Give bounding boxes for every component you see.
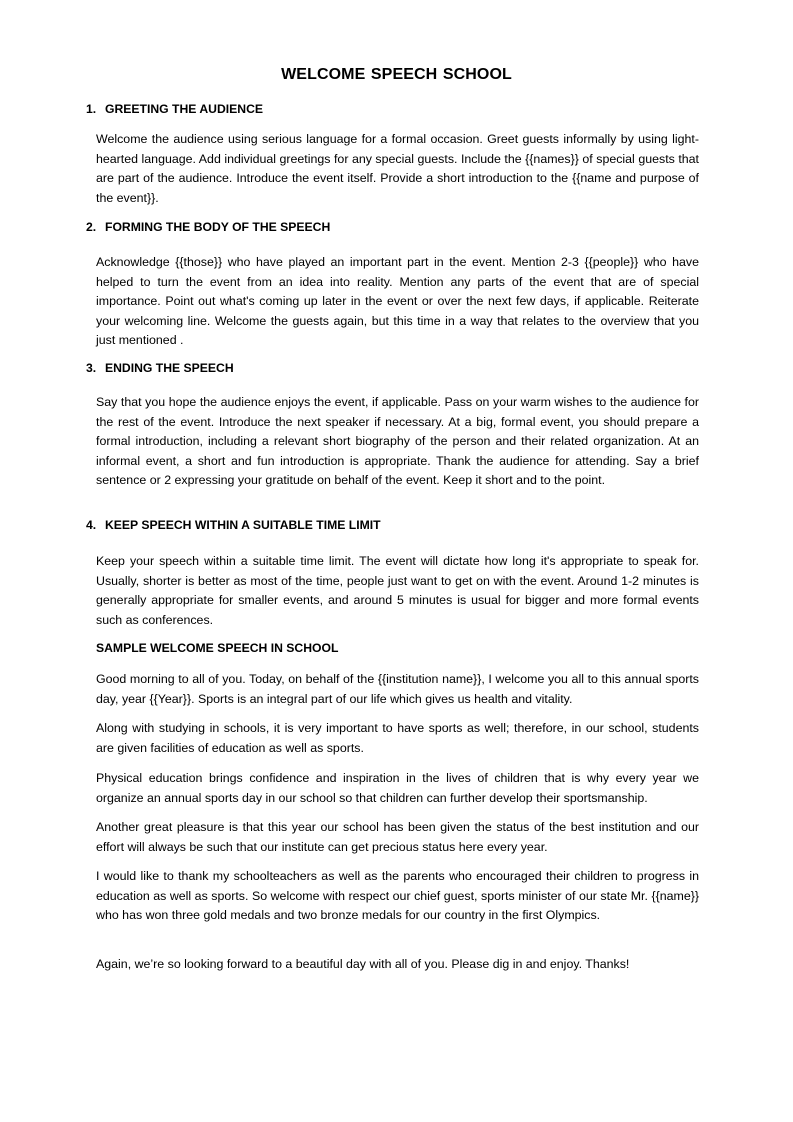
page-title: WELCOME SPEECH SCHOOL — [281, 66, 512, 83]
section-heading-time-limit — [86, 518, 381, 532]
section-title: GREETING THE AUDIENCE — [105, 102, 263, 116]
section-number: 4. — [86, 518, 97, 532]
sample-paragraph: Another great pleasure is that this year our school has been given the status of the best institution and our effort will always be such that our institute can get precious status here every year. — [96, 820, 699, 854]
section-number: 2. — [86, 220, 97, 234]
section-heading-body — [86, 220, 330, 234]
section-heading-greeting — [86, 102, 263, 116]
section-title: KEEP SPEECH WITHIN A SUITABLE TIME LIMIT — [105, 518, 381, 532]
section-body-greeting: Welcome the audience using serious language for a formal occasion. Greet guests informally by using light-hearted language. Add individual greetings for any special guests. Include the {{names}} of special guests that are part of the audience. Introduce the event itself. Provide a short introduction to the {{name and purpose of the event}}. — [96, 132, 699, 205]
section-number: 3. — [86, 361, 97, 375]
section-heading-ending — [86, 361, 234, 375]
section-title: ENDING THE SPEECH — [105, 361, 234, 375]
sample-paragraph: Again, we’re so looking forward to a beautiful day with all of you. Please dig in and enjoy. Thanks! — [96, 957, 630, 971]
sample-paragraph: Along with studying in schools, it is very important to have sports as well; therefore, in our school, students are given facilities of education as well as sports. — [96, 721, 699, 755]
sample-paragraph: Good morning to all of you. Today, on behalf of the {{institution name}}, I welcome you all to this annual sports day, year {{Year}}. Sports is an integral part of our life which gives us health and vitality. — [96, 672, 699, 706]
section-number: 1. — [86, 102, 97, 116]
section-body-ending: Say that you hope the audience enjoys the event, if applicable. Pass on your warm wishes to the audience for the rest of the event. Introduce the next speaker if necessary. At a big, formal event, you should prepare a formal introduction, including a relevant short biography of the person and their related organization. At an informal event, a short and fun introduction is appropriate. Thank the audience for attending. Say a brief sentence or 2 expressing your gratitude on behalf of the event. Keep it short and to the point. — [96, 395, 699, 487]
section-title: FORMING THE BODY OF THE SPEECH — [105, 220, 331, 234]
sample-paragraph: I would like to thank my schoolteachers as well as the parents who encouraged their children to progress in education as well as sports. So welcome with respect our chief guest, sports minister of our state Mr. {{name}} who has won three gold medals and two bronze medals for our country in the first Olympics. — [96, 869, 699, 922]
section-body-body: Acknowledge {{those}} who have played an important part in the event. Mention 2-3 {{people}} who have helped to turn the event from an idea into reality. Mention any parts of the event that are of special importance. Point out what's coming up later in the event or over the next few days, if applicable. Reiterate your welcoming line. Welcome the guests again, but this time in a way that relates to the overview that you just mentioned . — [96, 255, 699, 347]
sample-speech-heading: SAMPLE WELCOME SPEECH IN SCHOOL — [96, 641, 339, 655]
sample-paragraph: Physical education brings confidence and inspiration in the lives of children that is why every year we organize an annual sports day in our school so that children can further develop their sportsmanship. — [96, 771, 699, 805]
section-body-time-limit: Keep your speech within a suitable time limit. The event will dictate how long it's appropriate to speak for. Usually, shorter is better as most of the time, people just want to get on with the event. Around 1-2 minutes is generally appropriate for smaller events, and around 5 minutes is usual for bigger and more formal events such as conferences. — [96, 554, 699, 627]
